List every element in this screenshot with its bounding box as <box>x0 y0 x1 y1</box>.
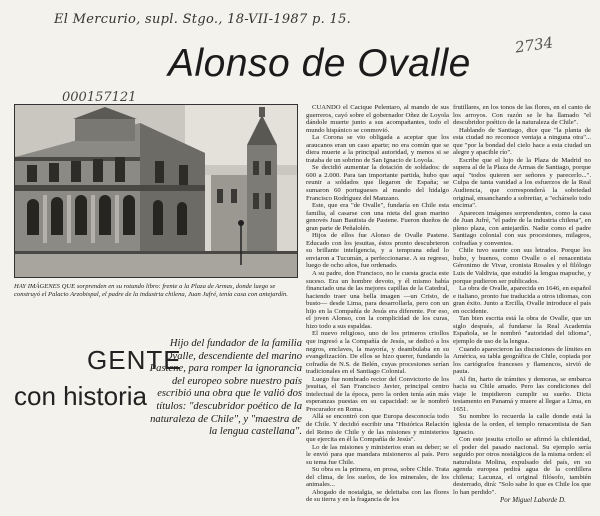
paragraph: Escribe que el lujo de la Plaza de Madrid no supera al de la Plaza de Armas de Santiago, porque aquí "todos quieren ser señores y parecerlo...". Culpa de tanta vanidad a los esfuerzos de la Real Audiencia, que corresponderá la sobriedad original, ensanchando a sobretiar, a "echárselo todo encima". <box>453 156 591 210</box>
paragraph: Allá se encontró con que Europa desconocía todo de Chile. Y decidió escribir una "Histórica Relación del Reino de Chile y de las misiones y ministerios que ejercita en él la Compañía de Jesús". <box>306 413 449 444</box>
paragraph: La obra de Ovalle, aparecida en 1646, en español e italiano, pronto fue traducida a otros idiomas, con gran éxito. Junto a Ercilla, Ovalle introduce el país en occidente. <box>453 285 591 315</box>
section-label-gente: GENTE <box>87 345 182 375</box>
paragraph: Chile tuvo suerte con sus letrados. Porque los hubo, y buenos, como Ovalle o el renacentista Géronimo de Vivar, cronista Rosales y el filólogo Luis de Valdivia, que estudió la lengua mapuche, y porque pudieron ser publicados. <box>453 247 591 285</box>
paragraph: Su nombre lo recuerda la calle donde está la iglesia de la orden, el templo renacentista de San Ignacio. <box>453 413 591 436</box>
paragraph: Cuando aparecieron las discusiones de límites en América, su tabla geográfica de Chile, copiada por los cartógrafos franceses y flamencos, sirvió de pauta. <box>453 345 591 376</box>
section-label-con-historia: con historia <box>14 381 147 411</box>
paragraph: Aparecen imágenes sorprendentes, como la casa de Juan Jufré, "el padre de la industria chilena", en pleno plaza, con antejardín. Nadie como el padre Santiago colonial con sus procesiones, milagros, cofradías y conventos. <box>453 209 591 247</box>
paragraph: frutillares, en los tonos de las flores, en el canto de los arroyos. Con razón se le ha llamado "el descubridor poético de la naturaleza de Chile". <box>453 104 591 127</box>
paragraph: Lo de las misiones y ministerios eran su deber; se le envió para que mandara misioneros al país. Pero su tema fue Chile. <box>306 443 449 466</box>
byline: Por Miguel Laborde D. <box>500 496 566 504</box>
pull-quote: Hijo del fundador de la familia Ovalle, descendiente del marino Pastene, para romper la ignorancia del europeo sobre nuestro país escribió una obra que le valió dos títulos: "descubridor poético de la naturaleza de Chile", y "maestra de la lengua castellana". <box>149 338 302 438</box>
article-title: Alonso de Ovalle <box>168 42 471 85</box>
archive-number: 000157121 <box>62 90 137 105</box>
source-annotation: El Mercurio, supl. Stgo., 18-VII-1987 p. 15. <box>54 12 352 27</box>
paragraph: A su padre, don Francisco, no le cuesta gracia este suceso. Era un hombre devoto, y él mismo había financiado una de las mejores capillas de la Catedral, haciendo traer una bella imagen —un Cristo, de busto— desde Lima, para desarrollarla, pero con un hijo en la Compañía de Jesús era diferente. Por eso, el joven Alonso, con la complicidad de los curas, hizo todo a sus espaldas. <box>306 270 449 330</box>
paragraph: Luego fue nombrado rector del Convictorio de los jesuitas, el San Francisco Javier, principal centro intelectual de la época, pero la orden tenía aún más esperanzas puestas en su capacidad: se le nombró Procurador en Roma. <box>306 375 449 413</box>
paragraph: CUANDO el Cacique Pelentaro, al mando de sus guerreros, cayó sobre el gobernador Oñez de Loyola dándole muerte junto a sus acompañantes, todo el mundo hispánico se conmovió. <box>306 104 449 134</box>
paragraph: El nuevo religioso, uno de los primeros criollos que ingresó a la Compañía de Jesús, se dedicó a los negros, enclaves, la mayoría, y deambulaba en su evangelización. De ellos se hizo querer, fundando la cofradía de N.S. de Belén, cuyas procesiones serían tradicionales en el Santiago Colonial. <box>306 330 449 376</box>
paragraph: Abogado de nostalgia, se deleitaba con las flores de su tierra y en la fragancia de los <box>306 488 449 504</box>
building-photo <box>14 104 298 278</box>
photo-caption: HAY IMÁGENES QUE sorprenden en su rotundo libro: frente a la Plaza de Armas, donde luego se construyó el Palacio Arzobispal, el padre de la industria chilena, Juan Jufré, tenía casa con antejardín. <box>14 283 288 298</box>
paragraph: Hablando de Santiago, dice que "la planta de esta ciudad no reconoce ventaja a ninguna otra"... que "por la bondad del cielo hace a esta ciudad un alegre y apacible río". <box>453 126 591 157</box>
paragraph: Se decidió aumentar la dotación de soldados: de 600 a 2.000. Para tan importante partida, hubo que reunir a soldados que llegaron de España; se sumaron 60 portugueses al mando del hidalgo Francisco Rodríguez del Manzano. <box>306 164 449 202</box>
article-column-1 <box>306 104 449 507</box>
paragraph: Este, que era "de Ovalle", fundaría en Chile esta familia, al casarse con una nieta del gran marino genovés Juan Bautista de Pastene. Fueron dueños de gran parte de Peñalolén. <box>306 202 449 232</box>
article-column-2 <box>453 104 591 496</box>
paragraph: Su obra es la primera, en prosa, sobre Chile. Trata del clima, de los suelos, de los minerales, de los animales... <box>306 466 449 489</box>
paragraph: Hijos de ellos fue Alonso de Ovalle Pastene. Educado con los jesuitas, éstos pronto descubrieron su brillante inteligencia, y a temprana edad lo enviaron a Tucumán, a perfeccionarse. A su regreso, luego de ocho años, fue ordenado. <box>306 232 449 270</box>
palace-illustration <box>15 105 297 277</box>
catalog-number: 2734 <box>513 33 555 57</box>
paragraph: Tan bien escrita está la obra de Ovalle, que un siglo después, al fundarse la Real Academia Española, se le nombró "autoridad del idioma", ejemplo de uso de la lengua. <box>453 315 591 345</box>
paragraph: Al fin, harto de trámites y demoras, se embarca hacia su Chile amado. Pero las condiciones del viaje le impidieron cumplir su sueño. Dicta testamento en Panamá y muere al llegar a Lima, en 1651. <box>453 375 591 413</box>
paragraph: La Corona se vio obligada a aceptar que los araucanos eran un caso aparte; no era común que se diera muerte a la principal autoridad, y menos si se trataba de un sobrino de San Ignacio de Loyola. <box>306 134 449 164</box>
paragraph: Con este jesuita criollo se afirmó la chilenidad, el poder del pasado nacional. Su ejemplo sería seguido por otros nostálgicos de la misma orden: el naturalista Molina, expulsado del país, en su agenda europea pedirá agua de la cordillera chilena; Lacunza, el original filósofo, también desterrado, dirá: "Solo sabe lo que es Chile los que lo han perdido". <box>453 436 591 496</box>
